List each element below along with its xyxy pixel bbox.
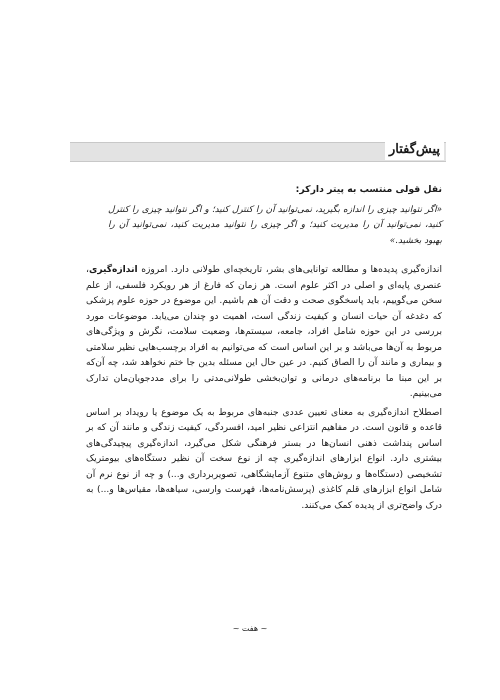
page-number: ~ هفت ~ (232, 624, 268, 633)
body-text (86, 263, 442, 514)
epigraph-heading: نقل قولی منتسب به پیتر دارکر: (295, 184, 442, 195)
epigraph (108, 183, 442, 249)
paragraph-2: اصطلاح اندازه‌گیری به معنای تعیین عددی جنبه‌های مربوط به یک موضوع یا رویداد بر اساس قاعده و قانون است. در مفاهیم انتزاعی نظیر امید، افسردگی، کیفیت زندگی و مانند آن که بر اساس پنداشت ذهنی انسان‌ها در بستر فرهنگی شکل می‌گیرد، اندازه‌گیری پیچیدگی‌های بیشتری دارد. انواع ابزارهای اندازه‌گیری چه از نوع سخت آن نظیر دستگاه‌های بیومتریک تشخیصی (دستگاه‌ها و روش‌های متنوع آزمایشگاهی، تصویربرداری و...) و چه از نوع نرم آن شامل انواع ابزارهای قلم کاغذی (پرسش‌نامه‌ها، فهرست وارسی، سیاهه‌ها، مقیاس‌ها و...) به درک واضح‌تری از پدیده کمک می‌کنند. (86, 407, 442, 511)
epigraph-text: «اگر نتوانید چیزی را اندازه بگیرید، نمی‌توانید آن را کنترل کنید؛ و اگر نتوانید چیزی را کنترل کنید، نمی‌توانید آن را مدیریت کنید؛ و اگر چیزی را نتوانید مدیریت کنید، نمی‌توانید آن را بهبود بخشید.» (108, 205, 442, 246)
section-title: پیش‌گفتار (385, 140, 444, 160)
paragraph-1 (86, 263, 442, 403)
paragraph-1-rest: ، عنصری پایه‌ای و اصلی در اکثر علوم است. هر زمان که فارغ از هر رویکرد فلسفی، از علم سخن می‌گوییم، باید پاسخگوی صحت و دقت آن هم باشیم. این موضوع در حوزه علوم پزشکی که دغدغه آن حیات انسان و کیفیت زندگی است، اهمیت دو چندان می‌یابد. موضوعات مورد بررسی در این حوزه شامل افراد، جامعه، سیستم‌ها، وضعیت سلامت، نگرش و ویژگی‌های مربوط به آن‌ها می‌باشد و بر این اساس است که می‌توانیم به افراد برچسب‌هایی نظیر سلامتی و بیماری و مانند آن را الصاق کنیم. در عین حال این مسئله بدین جا ختم نخواهد شد، چه آن‌که بر این مبنا ما برنامه‌های درمانی و توان‌بخشی طولانی‌مدتی را برای مددجویان‌مان تدارک می‌بینیم. (86, 265, 442, 399)
bold-term: اندازه‌گیری (88, 265, 138, 275)
paragraph-1-start: اندازه‌گیری پدیده‌ها و مطالعه توانایی‌های بشر، تاریخچه‌ای طولانی دارد. امروزه (137, 265, 442, 275)
